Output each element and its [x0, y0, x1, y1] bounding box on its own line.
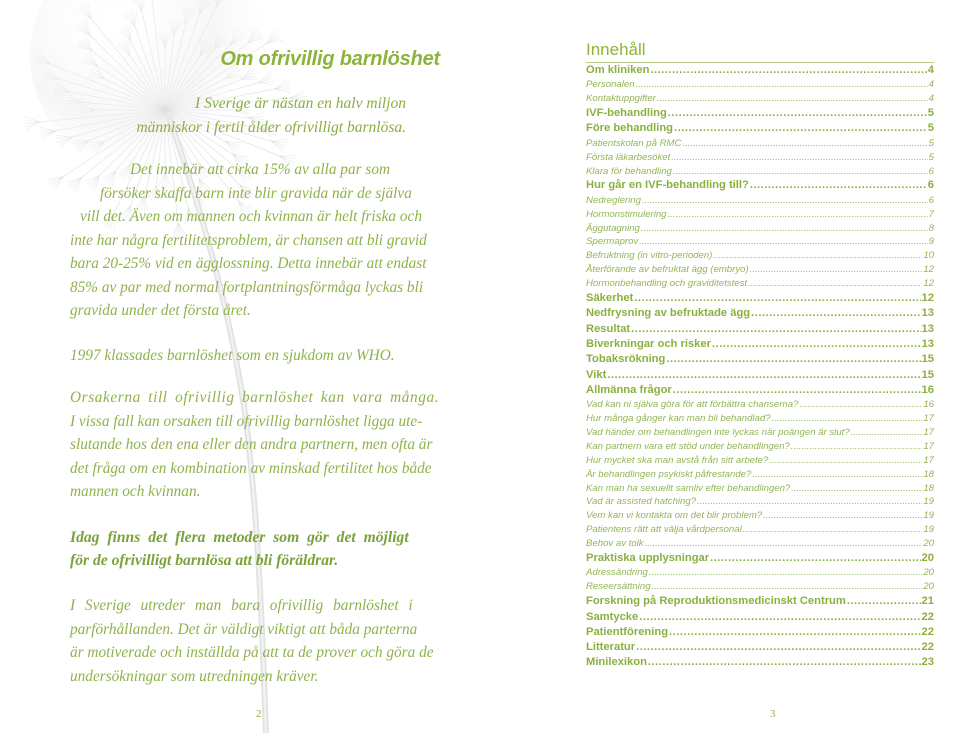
text-line: försöker skaffa barn inte blir gravida när de själva	[100, 184, 412, 202]
toc-entry-title: Kontaktuppgifter	[586, 93, 656, 105]
text-line: vill det. Även om mannen och kvinnan är helt friska och	[80, 208, 422, 225]
text-line: Idag finns det flera metoder som gör det möjligt	[70, 529, 409, 546]
toc-entry-page: 17	[923, 454, 934, 466]
toc-subentry[interactable]	[586, 523, 934, 537]
toc-entry[interactable]	[586, 106, 934, 121]
toc-entry-page: 20	[923, 567, 934, 579]
toc-entry[interactable]	[586, 291, 934, 306]
dot-leader	[639, 235, 927, 249]
dot-leader	[652, 580, 923, 594]
toc-entry[interactable]	[586, 625, 934, 640]
toc-subentry[interactable]	[586, 194, 934, 208]
toc-subentry[interactable]	[586, 235, 934, 249]
toc-entry[interactable]	[586, 121, 934, 136]
toc-entry-title: Tobaksrökning	[586, 353, 666, 366]
toc-entry[interactable]	[586, 610, 934, 625]
toc-heading: Innehåll	[586, 40, 646, 59]
dot-leader	[682, 137, 927, 151]
toc-entry-title: Hormonbehandling och graviditetstest	[586, 278, 748, 290]
page-title: Om ofrivillig barnlöshet	[220, 48, 440, 70]
dot-leader	[641, 222, 928, 236]
toc-entry-page: 20	[923, 581, 934, 593]
dot-leader	[750, 263, 923, 277]
toc-entry-title: Minilexikon	[586, 656, 647, 669]
toc-entry-page: 22	[921, 610, 934, 623]
toc-entry-page: 6	[928, 165, 934, 177]
toc-entry-title: Klara för behandling	[586, 165, 672, 177]
toc-subentry[interactable]	[586, 495, 934, 509]
dot-leader	[791, 440, 923, 454]
dot-leader	[763, 509, 922, 523]
toc-entry-title: Kan man ha sexuellt samliv efter behandlingen?	[586, 482, 791, 494]
toc-entry-page: 20	[921, 552, 934, 565]
toc-entry-page: 18	[923, 482, 934, 494]
toc-entry-page: 15	[921, 368, 934, 381]
toc-entry-page: 16	[921, 383, 934, 396]
toc-entry-page: 4	[928, 93, 934, 105]
toc-entry[interactable]	[586, 63, 934, 78]
dot-leader	[799, 398, 922, 412]
toc-entry[interactable]	[586, 368, 934, 383]
text-line: bara 20-25% vid en ägglossning. Detta innebär att endast	[70, 255, 427, 272]
text-line: 85% av par med normal fortplantningsförmåga lyckas bli	[70, 278, 424, 296]
toc-subentry[interactable]	[586, 249, 934, 263]
toc-entry[interactable]	[586, 594, 934, 609]
toc-subentry[interactable]	[586, 92, 934, 106]
toc-entry-title: Vad kan ni själva göra för att förbättra chanserna?	[586, 399, 799, 411]
toc-entry-title: Säkerhet	[586, 292, 634, 305]
toc-entry-page: 17	[923, 413, 934, 425]
dot-leader	[650, 63, 926, 78]
dot-leader	[697, 495, 922, 509]
toc-entry-page: 16	[923, 399, 934, 411]
dot-leader	[673, 383, 921, 398]
text-line: parförhållanden. Det är väldigt viktigt att båda parterna	[70, 620, 418, 638]
toc-subentry[interactable]	[586, 482, 934, 496]
text-line: Det innebär att cirka 15% av alla par som	[130, 161, 391, 178]
toc-entry-page: 5	[928, 151, 934, 163]
toc-subentry[interactable]	[586, 412, 934, 426]
toc-entry-title: Behov av tolk	[586, 538, 644, 550]
toc-entry[interactable]	[586, 178, 934, 193]
dot-leader	[671, 151, 927, 165]
toc-entry-title: Patientförening	[586, 625, 669, 638]
dot-leader	[713, 249, 922, 263]
toc-subentry[interactable]	[586, 454, 934, 468]
text-line: I vissa fall kan orsaken till ofrivillig barnlöshet ligga ute-	[70, 412, 423, 430]
toc-entry-page: 20	[923, 538, 934, 550]
text-line: det fråga om en kombination av minskad fertilitet hos både	[70, 459, 432, 477]
lead-line: människor i fertil ålder ofrivilligt barnlösa.	[136, 119, 406, 136]
toc-entry-page: 4	[928, 79, 934, 91]
toc-entry-title: IVF-behandling	[586, 107, 667, 120]
toc-entry-page: 12	[923, 278, 934, 290]
toc-subentry[interactable]	[586, 426, 934, 440]
toc-entry[interactable]	[586, 322, 934, 337]
toc-subentry[interactable]	[586, 468, 934, 482]
toc-entry-page: 6	[927, 179, 934, 192]
toc-entry-title: Patientens rätt att välja vårdpersonal	[586, 524, 742, 536]
toc-entry-title: Äggutagning	[586, 222, 640, 234]
toc-entry-title: Nedreglering	[586, 194, 641, 206]
dot-leader	[772, 412, 923, 426]
dot-leader	[847, 594, 921, 609]
toc-entry-title: Före behandling	[586, 122, 674, 135]
toc-entry-title: Personalen	[586, 79, 635, 91]
toc-entry-title: Kan partnern vara ett stöd under behandlingen?	[586, 440, 790, 452]
toc-subentry[interactable]	[586, 151, 934, 165]
toc-entry[interactable]	[586, 551, 934, 566]
toc-entry-page: 10	[923, 250, 934, 262]
dot-leader	[648, 655, 921, 670]
toc-entry-title: Vad händer om behandlingen inte lyckas när poängen är slut?	[586, 426, 850, 438]
toc-entry-page: 17	[923, 426, 934, 438]
toc-entry-title: Forskning på Reproduktionsmedicinskt Centrum	[586, 595, 846, 608]
toc-entry-title: Litteratur	[586, 641, 636, 654]
toc-entry-page: 23	[921, 656, 934, 669]
toc-entry-page: 18	[923, 468, 934, 480]
dot-leader	[636, 640, 920, 655]
paragraph-causes	[70, 386, 450, 504]
toc-subentry[interactable]	[586, 263, 934, 277]
text-line: för de ofrivilligt barnlösa att bli föräldrar.	[70, 552, 339, 569]
toc-subentry[interactable]	[586, 165, 934, 179]
dot-leader	[712, 337, 921, 352]
toc-entry-page: 12	[923, 264, 934, 276]
dot-leader	[649, 566, 922, 580]
dot-leader	[673, 165, 928, 179]
toc-entry-title: Första läkarbesöket	[586, 151, 671, 163]
dot-leader	[642, 194, 928, 208]
dot-leader	[851, 426, 923, 440]
toc-entry-title: Praktiska upplysningar	[586, 552, 710, 565]
toc-subentry[interactable]	[586, 277, 934, 291]
right-page	[480, 0, 960, 733]
dot-leader	[636, 78, 928, 92]
toc-subentry[interactable]	[586, 137, 934, 151]
toc-entry-title: Vad är assisted hatching?	[586, 496, 697, 508]
toc-entry[interactable]	[586, 383, 934, 398]
toc-subentry[interactable]	[586, 580, 934, 594]
lead-text	[120, 92, 406, 140]
toc-subentry[interactable]	[586, 398, 934, 412]
dot-leader	[752, 468, 922, 482]
dot-leader	[607, 368, 920, 383]
toc-entry-title: Allmänna frågor	[586, 383, 672, 396]
toc-subentry[interactable]	[586, 78, 934, 92]
text-line: är motiverade och inställda på att ta de prover och göra de	[70, 644, 434, 661]
toc-entry[interactable]	[586, 640, 934, 655]
toc-entry-title: Om kliniken	[586, 64, 650, 76]
toc-subentry[interactable]	[586, 509, 934, 523]
toc-entry-page: 6	[928, 194, 934, 206]
lead-line: I Sverige är nästan en halv miljon	[195, 95, 406, 112]
dot-leader	[639, 610, 920, 625]
toc-entry-title: Är behandlingen psykiskt påfrestande?	[586, 468, 752, 480]
toc-entry[interactable]	[586, 337, 934, 352]
dot-leader	[710, 551, 920, 566]
dot-leader	[645, 537, 923, 551]
toc-entry-title: Återförande av befruktat ägg (embryo)	[586, 264, 749, 276]
toc-subentry[interactable]	[586, 440, 934, 454]
toc-entry-page: 21	[921, 595, 934, 608]
dot-leader	[631, 322, 920, 337]
dot-leader	[750, 178, 927, 193]
dot-leader	[657, 92, 928, 106]
paragraph-who: 1997 klassades barnlöshet som en sjukdom av WHO.	[70, 347, 395, 364]
toc-subentry[interactable]	[586, 208, 934, 222]
toc-entry[interactable]	[586, 352, 934, 367]
toc-entry-page: 9	[928, 236, 934, 248]
toc-entry-title: Vikt	[586, 368, 607, 381]
toc-subentry[interactable]	[586, 566, 934, 580]
toc-entry-page: 19	[923, 496, 934, 508]
toc-entry-page: 15	[921, 353, 934, 366]
dot-leader	[743, 523, 923, 537]
dot-leader	[751, 306, 920, 321]
toc-entry-title: Befruktning (in vitro-perioden)	[586, 250, 713, 262]
toc-entry-title: Hormonstimulering	[586, 208, 667, 220]
paragraph-highlight	[70, 526, 450, 572]
page-number: 3	[770, 708, 776, 720]
text-line: undersökningar som utredningen kräver.	[70, 667, 319, 685]
toc-entry-page: 17	[923, 440, 934, 452]
dot-leader	[669, 625, 921, 640]
toc-entry-title: Nedfrysning av befruktade ägg	[586, 307, 751, 320]
dot-leader	[668, 106, 927, 121]
paragraph-investigation	[70, 594, 450, 688]
toc-entry-page: 13	[921, 307, 934, 320]
dot-leader	[748, 277, 922, 291]
toc-entry-title: Vem kan vi kontakta om det blir problem?	[586, 510, 763, 522]
text-line: slutande hos den ena eller den andra partnern, men ofta är	[70, 436, 433, 453]
toc-entry-page: 19	[923, 510, 934, 522]
table-of-contents	[586, 63, 934, 671]
toc-entry-title: Resultat	[586, 322, 631, 335]
dot-leader	[634, 291, 920, 306]
toc-entry-title: Hur går en IVF-behandling till?	[586, 179, 749, 192]
toc-entry-title: Hur mycket ska man avstå från sitt arbete?	[586, 454, 769, 466]
text-line: I Sverige utreder man bara ofrivillig barnlöshet i	[70, 597, 413, 614]
page-number: 2	[256, 708, 262, 720]
toc-entry-page: 13	[921, 322, 934, 335]
text-line: gravida under det första året.	[70, 302, 251, 319]
toc-entry-title: Samtycke	[586, 610, 639, 623]
toc-entry-page: 13	[921, 337, 934, 350]
toc-subentry[interactable]	[586, 537, 934, 551]
toc-subentry[interactable]	[586, 222, 934, 236]
toc-entry-title: Patientskolan på RMC	[586, 137, 682, 149]
toc-entry-page: 5	[927, 107, 934, 120]
dot-leader	[666, 352, 920, 367]
toc-entry[interactable]	[586, 655, 934, 670]
paragraph-statistics	[70, 158, 450, 323]
text-line: inte har några fertilitetsproblem, är chansen att bli gravid	[70, 231, 427, 249]
toc-entry-page: 8	[928, 222, 934, 234]
toc-entry-page: 5	[927, 122, 934, 135]
toc-entry-title: Adressändring	[586, 567, 648, 579]
toc-entry-page: 4	[927, 64, 934, 76]
text-line: Orsakerna till ofrivillig barnlöshet kan vara många.	[70, 389, 440, 406]
toc-entry-title: Hur många gånger kan man bli behandlad?	[586, 413, 771, 425]
toc-entry[interactable]	[586, 306, 934, 321]
toc-entry-title: Biverkningar och risker	[586, 337, 711, 350]
toc-entry-page: 22	[921, 641, 934, 654]
toc-entry-page: 7	[928, 208, 934, 220]
dot-leader	[668, 208, 928, 222]
toc-entry-page: 22	[921, 625, 934, 638]
dot-leader	[674, 121, 927, 136]
toc-entry-title: Reseersättning	[586, 581, 651, 593]
text-line: mannen och kvinnan.	[70, 483, 201, 500]
toc-entry-page: 12	[921, 292, 934, 305]
dot-leader	[791, 482, 922, 496]
toc-entry-title: Spermaprov	[586, 236, 639, 248]
toc-entry-page: 19	[923, 524, 934, 536]
dot-leader	[769, 454, 922, 468]
toc-entry-page: 5	[928, 137, 934, 149]
